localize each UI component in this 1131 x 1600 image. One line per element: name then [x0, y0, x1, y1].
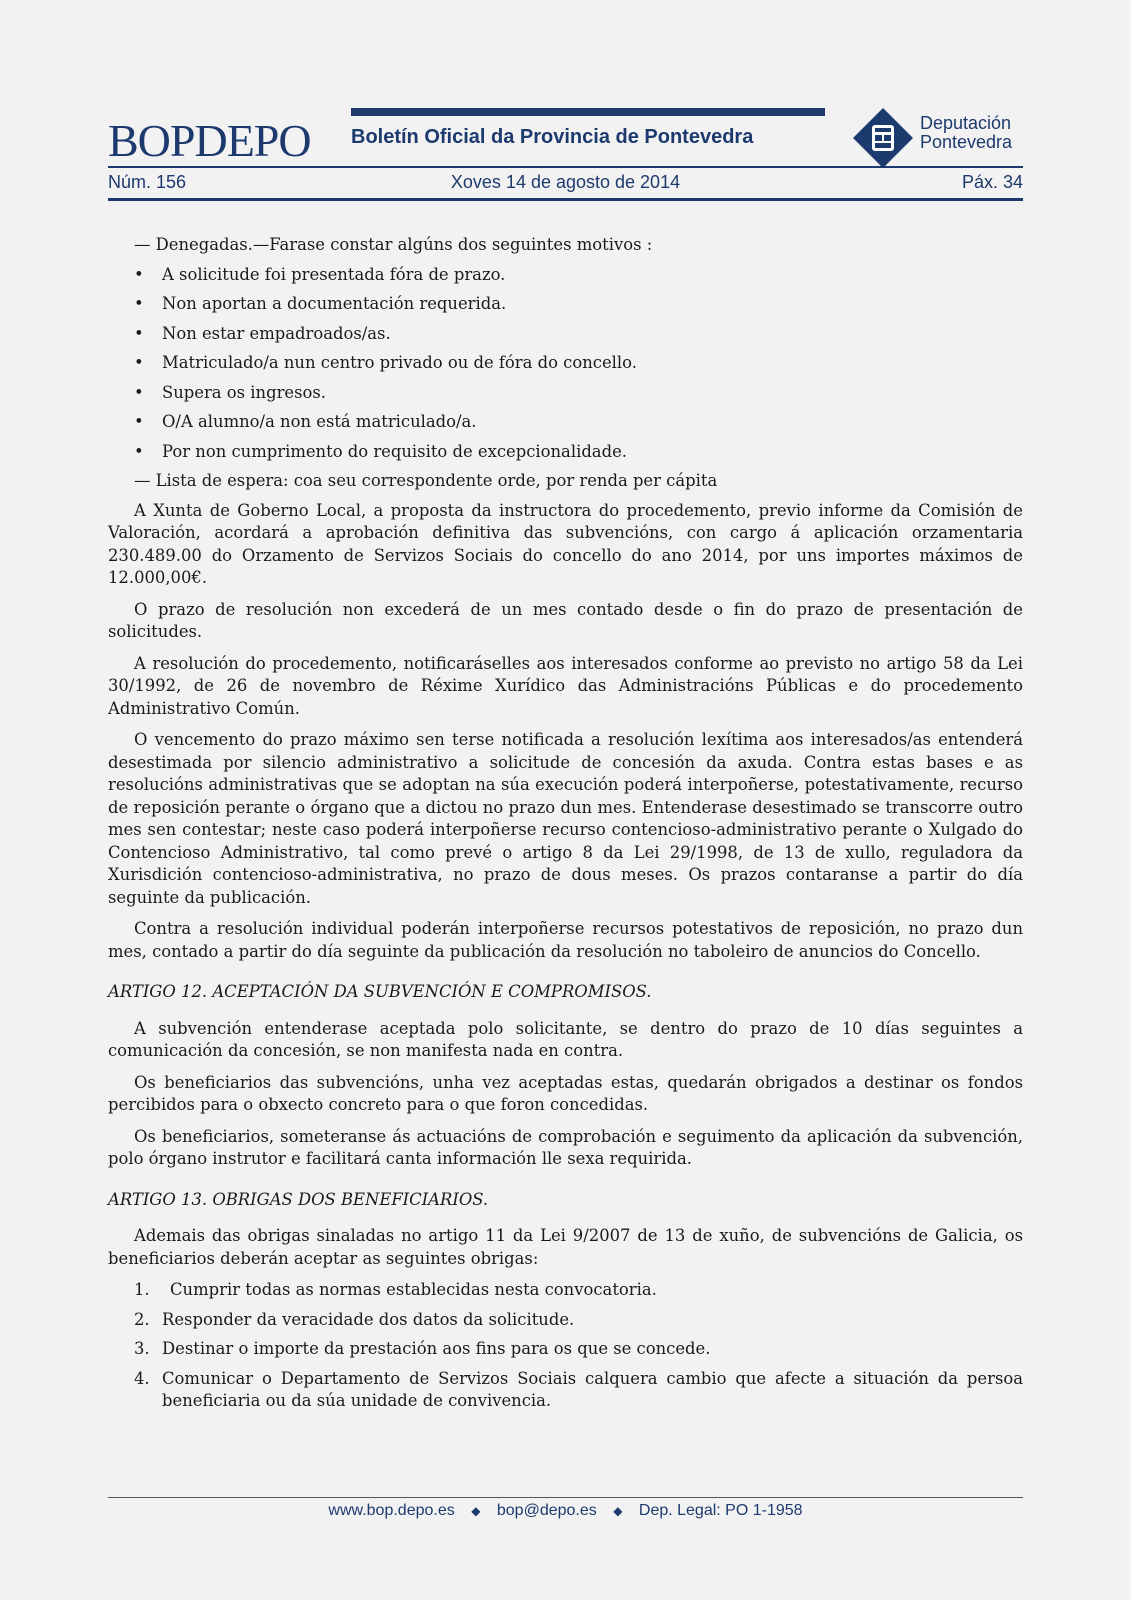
deputacion-name: [920, 114, 1012, 152]
bullet-icon: •: [134, 294, 144, 313]
list-item-text: Non estar empadroados/as.: [162, 323, 391, 343]
deputacion-line1: Deputación: [920, 113, 1012, 133]
section-heading-artigo-12: ARTIGO 12. ACEPTACIÓN DA SUBVENCIÓN E COMPROMISOS.: [108, 982, 652, 1001]
footer-rule: [108, 1497, 1023, 1498]
section-heading-artigo-13: ARTIGO 13. OBRIGAS DOS BENEFICIARIOS.: [108, 1189, 489, 1209]
list-item-text: Por non cumprimento do requisito de excepcionalidade.: [162, 441, 627, 461]
bullet-icon: •: [134, 264, 144, 284]
document-body: [108, 234, 1023, 1420]
dash-item-denegadas: [108, 234, 1023, 257]
diamond-separator-icon: ◆: [613, 1504, 623, 1518]
item-number: 3.: [134, 1339, 150, 1358]
bopdepo-logo: BOPDEPO: [108, 115, 311, 166]
list-item-text: A solicitude foi presentada fóra de prazo.: [162, 264, 506, 284]
list-item: [108, 264, 1023, 287]
bullet-icon: •: [134, 412, 144, 431]
footer-email-link[interactable]: bop@depo.es: [496, 1502, 597, 1519]
bullet-icon: •: [134, 353, 144, 372]
item-number: 2.: [134, 1309, 150, 1329]
numbered-item: [108, 1309, 1023, 1332]
item-text: Destinar o importe da prestación aos fins para os que se concede.: [162, 1339, 711, 1358]
footer-legal-deposit: Dep. Legal: PO 1-1958: [638, 1502, 803, 1519]
item-number: 4.: [134, 1368, 150, 1388]
list-item: [108, 382, 1023, 405]
paragraph: A subvención entenderase aceptada polo solicitante, se dentro do prazo de 10 días seguintes a comunicación da concesión, se non manifesta nada en contra.: [108, 1018, 1023, 1060]
page-number: Páx. 34: [961, 172, 1023, 192]
issue-number: Núm. 156: [108, 172, 187, 192]
list-item: [108, 323, 1023, 346]
bullet-icon: •: [134, 441, 144, 461]
paragraph: O vencemento do prazo máximo sen terse notificada a resolución lexítima aos interesados/as entenderá desestimada por silencio administrativo a solicitude de concesión da axuda. Contra estas bases e as resolucións administrativas que se adoptan na súa execución poderá interpoñerse, potestativamente, recurso de reposición perante o órgano que a dictou no prazo dun mes. Entenderase desestimado se transcorre outro mes sen contestar; neste caso poderá interpoñerse recurso contencioso-administrativo perante o Xulgado do Contencioso Administrativo, tal como prevé o artigo 8 da Lei 29/1998, de 13 de xullo, reguladora da Xurisdición contencioso-administrativa, no prazo de dous meses. Os prazos contaranse a partir do día seguinte da publicación.: [108, 730, 1023, 907]
deputacion-emblem-icon: [853, 108, 913, 168]
numbered-item: [108, 1279, 1023, 1302]
issue-date: Xoves 14 de agosto de 2014: [450, 172, 681, 192]
paragraph: Os beneficiarios das subvencións, unha vez aceptadas estas, quedarán obrigados a destinar os fondos percibidos para o obxecto concreto para o que foron concedidas.: [108, 1072, 1023, 1114]
numbered-item: [108, 1368, 1023, 1413]
header-top-bar: [351, 108, 825, 116]
paragraph: A resolución do procedemento, notificaráselles aos interesados conforme ao previsto no artigo 58 da Lei 30/1992, de 26 de novembro de Réxime Xurídico das Administracións Públicas e do procedemento Administrativo Común.: [108, 653, 1023, 718]
dash-item-text: — Lista de espera: coa seu correspondente orde, por renda per cápita: [134, 471, 718, 490]
page-footer: [0, 1502, 1131, 1520]
list-item: [108, 352, 1023, 375]
list-item-text: Non aportan a documentación requerida.: [162, 294, 507, 313]
page-header: [108, 104, 1023, 204]
list-item-text: Matriculado/a nun centro privado ou de fóra do concello.: [162, 353, 637, 372]
numbered-item: [108, 1338, 1023, 1361]
item-text: Comunicar o Departamento de Servizos Sociais calquera cambio que afecte a situación da persoa beneficiaria ou da súa unidade de convivencia.: [162, 1368, 1023, 1410]
dash-item-lista-espera: [108, 470, 1023, 493]
paragraph: A Xunta de Goberno Local, a proposta da instructora do procedemento, previo informe da Comisión de Valoración, acordará a aprobación definitiva das subvencións, con cargo á aplicación orzamentaria 230.489.00 do Orzamento de Servizos Sociais do concello do ano 2014, por uns importes máximos de 12.000,00€.: [108, 500, 1023, 587]
list-item: [108, 293, 1023, 316]
dash-item-text: — Denegadas.—Farase constar algúns dos seguintes motivos :: [134, 235, 653, 254]
bulletin-title: Boletín Oficial da Provincia de Pontevedra: [351, 126, 754, 148]
header-rule-bottom: [108, 198, 1023, 201]
list-item: [108, 441, 1023, 464]
bullet-icon: •: [134, 382, 144, 402]
list-item-text: Supera os ingresos.: [162, 382, 327, 402]
item-number: 1.: [134, 1280, 150, 1299]
deputacion-line2: Pontevedra: [920, 132, 1013, 152]
bullet-icon: •: [134, 323, 144, 343]
paragraph: Contra a resolución individual poderán interpoñerse recursos potestativos de reposición, no prazo dun mes, contado a partir do día seguinte da publicación da resolución no taboleiro de anuncios do Concello.: [108, 919, 1023, 961]
paragraph: O prazo de resolución non excederá de un mes contado desde o fin do prazo de presentación de solicitudes.: [108, 599, 1023, 641]
paragraph: Os beneficiarios, someteranse ás actuacións de comprobación e seguimento da aplicación da subvención, polo órgano instrutor e facilitará canta información lle sexa requirida.: [108, 1126, 1023, 1168]
footer-website-link[interactable]: www.bop.depo.es: [328, 1502, 455, 1519]
item-text: Cumprir todas as normas establecidas nesta convocatoria.: [170, 1280, 657, 1299]
item-text: Responder da veracidade dos datos da solicitude.: [162, 1309, 575, 1329]
list-item-text: O/A alumno/a non está matriculado/a.: [162, 412, 477, 431]
list-item: [108, 411, 1023, 434]
header-rule: [108, 166, 1023, 168]
paragraph: Ademais das obrigas sinaladas no artigo 11 da Lei 9/2007 de 13 de xuño, de subvencións de Galicia, os beneficiarios deberán aceptar as seguintes obrigas:: [108, 1226, 1023, 1268]
diamond-separator-icon: ◆: [471, 1504, 481, 1518]
